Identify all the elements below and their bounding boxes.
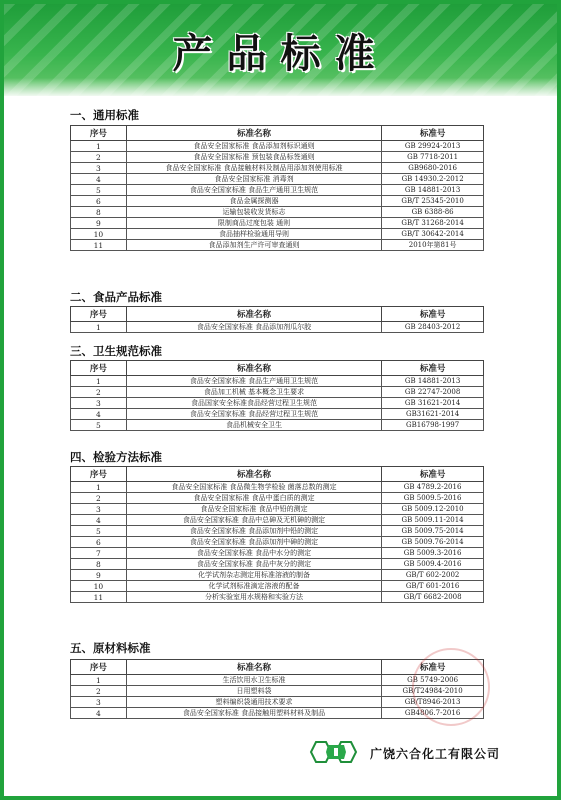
standard-name: 生活饮用水卫生标准	[126, 675, 381, 686]
standard-name: 食品国家安全标准食品经营过程卫生规范	[126, 398, 381, 409]
row-index: 11	[71, 592, 127, 603]
row-index: 9	[71, 218, 127, 229]
standard-name: 塑料编织袋通用技术要求	[126, 697, 381, 708]
row-index: 5	[71, 420, 127, 431]
column-header-name: 标准名称	[126, 660, 381, 675]
table-row	[71, 141, 484, 152]
column-header-code: 标准号	[382, 307, 484, 322]
row-index: 1	[71, 482, 127, 493]
company-footer	[294, 736, 534, 768]
standard-code: GB 7718-2011	[382, 152, 484, 163]
standard-code: GB 6388-86	[382, 207, 484, 218]
standard-code: GB 5009.12-2010	[382, 504, 484, 515]
table-row	[71, 592, 484, 603]
standard-name: 日用塑料袋	[126, 686, 381, 697]
table-row	[71, 387, 484, 398]
column-header-name: 标准名称	[126, 467, 381, 482]
row-index: 3	[71, 504, 127, 515]
standard-code: GB/T24984-2010	[382, 686, 484, 697]
standard-code: GB 14881-2013	[382, 185, 484, 196]
standard-name: 食品安全国家标准 食品经营过程卫生规范	[126, 409, 381, 420]
standard-name: 食品安全国家标准 食品添加剂瓜尔胶	[126, 322, 381, 333]
table-row	[71, 218, 484, 229]
table-row	[71, 163, 484, 174]
company-name: 广饶六合化工有限公司	[370, 747, 501, 761]
column-header-code: 标准号	[382, 126, 484, 141]
section-heading-raw-materials: 五、原材料标准	[70, 641, 151, 655]
table-row	[71, 174, 484, 185]
table-row	[71, 240, 484, 251]
table-row	[71, 537, 484, 548]
standard-name: 食品安全国家标准 食品中铅的测定	[126, 504, 381, 515]
row-index: 1	[71, 376, 127, 387]
row-index: 4	[71, 515, 127, 526]
row-index: 1	[71, 675, 127, 686]
table-row	[71, 526, 484, 537]
standard-name: 食品添加剂生产许可审查通则	[126, 240, 382, 251]
row-index: 1	[71, 141, 127, 152]
standard-name: 食品安全国家标准 食品生产通用卫生规范	[126, 376, 381, 387]
table-row	[71, 420, 484, 431]
row-index: 2	[71, 152, 127, 163]
row-index: 11	[71, 240, 127, 251]
table-header-row	[71, 361, 484, 376]
table-food-product-standards	[70, 306, 484, 333]
column-header-code: 标准号	[382, 361, 484, 376]
title-banner	[4, 4, 557, 96]
table-row	[71, 570, 484, 581]
table-row	[71, 196, 484, 207]
table-row	[71, 398, 484, 409]
standard-name: 运输包装收发货标志	[126, 207, 382, 218]
row-index: 8	[71, 559, 127, 570]
row-index: 3	[71, 163, 127, 174]
table-row	[71, 559, 484, 570]
standard-name: 食品安全国家标准 消毒剂	[126, 174, 382, 185]
row-index: 6	[71, 196, 127, 207]
column-header-code: 标准号	[382, 467, 484, 482]
standard-code: GB 4789.2-2016	[382, 482, 484, 493]
standard-name: 食品安全国家标准 食品生产通用卫生规范	[126, 185, 382, 196]
table-row	[71, 482, 484, 493]
section-heading-hygiene: 三、卫生规范标准	[70, 344, 162, 358]
row-index: 5	[71, 526, 127, 537]
table-row	[71, 185, 484, 196]
table-test-method-standards	[70, 466, 484, 603]
standard-name: 食品机械安全卫生	[126, 420, 381, 431]
standard-code: GB 5009.11-2014	[382, 515, 484, 526]
row-index: 2	[71, 387, 127, 398]
row-index: 2	[71, 493, 127, 504]
row-index: 4	[71, 409, 127, 420]
column-header-name: 标准名称	[126, 307, 381, 322]
standard-name: 食品金属探测器	[126, 196, 382, 207]
standard-code: GB/T 6682-2008	[382, 592, 484, 603]
standard-name: 食品安全国家标准 食品微生物学检验 菌落总数的测定	[126, 482, 381, 493]
standard-code: GB/T8946-2013	[382, 697, 484, 708]
page-title: 产品标准	[172, 31, 389, 77]
standard-code: 2010年第81号	[382, 240, 484, 251]
row-index: 7	[71, 548, 127, 559]
standard-code: GB/T 30642-2014	[382, 229, 484, 240]
standard-name: 食品抽样检验通用导则	[126, 229, 382, 240]
standard-name: 食品安全国家标准 食品添加剂中铅的测定	[126, 526, 381, 537]
standard-name: 食品安全国家标准 食品中水分的测定	[126, 548, 381, 559]
row-index: 8	[71, 207, 127, 218]
row-index: 2	[71, 686, 127, 697]
standard-name: 食品安全国家标准 食品添加剂标识通则	[126, 141, 382, 152]
table-row	[71, 207, 484, 218]
table-row	[71, 152, 484, 163]
standard-code: GB 5009.75-2014	[382, 526, 484, 537]
company-seal	[412, 648, 490, 726]
standard-code: GB/T 25345-2010	[382, 196, 484, 207]
column-header-index: 序号	[71, 307, 127, 322]
standard-code: GB 14930.2-2012	[382, 174, 484, 185]
column-header-index: 序号	[71, 467, 127, 482]
standard-name: 食品安全国家标准 食品中总砷及无机砷的测定	[126, 515, 381, 526]
column-header-name: 标准名称	[126, 361, 381, 376]
row-index: 9	[71, 570, 127, 581]
standard-code: GB 22747-2008	[382, 387, 484, 398]
table-row	[71, 515, 484, 526]
hexagon-logo-icon	[308, 738, 364, 766]
standard-name: 食品安全国家标准 食品中蛋白质的测定	[126, 493, 381, 504]
standard-name: 化学试剂杂志测定用标准溶液的制备	[126, 570, 381, 581]
standard-name: 分析实验室用水规格和实验方法	[126, 592, 381, 603]
table-row	[71, 376, 484, 387]
standard-code: GB 14881-2013	[382, 376, 484, 387]
table-hygiene-standards	[70, 360, 484, 431]
section-heading-test-methods: 四、检验方法标准	[70, 450, 162, 464]
standard-code: GB/T 601-2016	[382, 581, 484, 592]
table-row	[71, 581, 484, 592]
standard-code: GB 29924-2013	[382, 141, 484, 152]
standard-code: GB/T 602-2002	[382, 570, 484, 581]
row-index: 6	[71, 537, 127, 548]
table-header-row	[71, 307, 484, 322]
table-row	[71, 504, 484, 515]
table-row	[71, 322, 484, 333]
standard-name: 食品安全国家标准 食品中灰分的测定	[126, 559, 381, 570]
standard-code: GB16798-1997	[382, 420, 484, 431]
standard-name: 限制商品过度包装 通则	[126, 218, 382, 229]
table-row	[71, 548, 484, 559]
table-header-row	[71, 126, 484, 141]
row-index: 10	[71, 581, 127, 592]
standard-code: GB/T 31268-2014	[382, 218, 484, 229]
standard-code: GB 5009.3-2016	[382, 548, 484, 559]
table-row	[71, 409, 484, 420]
row-index: 4	[71, 708, 127, 719]
table-row	[71, 493, 484, 504]
standard-name: 食品安全国家标准 食品接触材料及制品用添加剂使用标准	[126, 163, 382, 174]
standard-code: GB 5749-2006	[382, 675, 484, 686]
column-header-index: 序号	[71, 660, 127, 675]
standard-name: 食品安全国家标准 预包装食品标签通则	[126, 152, 382, 163]
standard-code: GB4806.7-2016	[382, 708, 484, 719]
table-row	[71, 229, 484, 240]
standard-code: GB 5009.4-2016	[382, 559, 484, 570]
row-index: 4	[71, 174, 127, 185]
column-header-index: 序号	[71, 126, 127, 141]
row-index: 3	[71, 697, 127, 708]
section-heading-general: 一、通用标准	[70, 108, 139, 122]
standard-name: 食品安全国家标准 食品添加剂中砷的测定	[126, 537, 381, 548]
standard-code: GB 31621-2014	[382, 398, 484, 409]
banner-fade	[4, 78, 557, 96]
column-header-index: 序号	[71, 361, 127, 376]
standard-code: GB9680-2016	[382, 163, 484, 174]
row-index: 5	[71, 185, 127, 196]
column-header-code: 标准号	[382, 660, 484, 675]
standard-code: GB 5009.76-2014	[382, 537, 484, 548]
standard-code: GB 5009.5-2016	[382, 493, 484, 504]
row-index: 3	[71, 398, 127, 409]
column-header-name: 标准名称	[126, 126, 382, 141]
table-general-standards	[70, 125, 484, 251]
standard-code: GB 28403-2012	[382, 322, 484, 333]
row-index: 10	[71, 229, 127, 240]
standard-name: 食品安全国家标准 食品接触用塑料材料及制品	[126, 708, 381, 719]
standard-name: 食品加工机械 基本概念卫生要求	[126, 387, 381, 398]
row-index: 1	[71, 322, 127, 333]
section-heading-food-product: 二、食品产品标准	[70, 290, 162, 304]
table-header-row	[71, 467, 484, 482]
standard-name: 化学试剂标准滴定溶液的配备	[126, 581, 381, 592]
standard-code: GB31621-2014	[382, 409, 484, 420]
